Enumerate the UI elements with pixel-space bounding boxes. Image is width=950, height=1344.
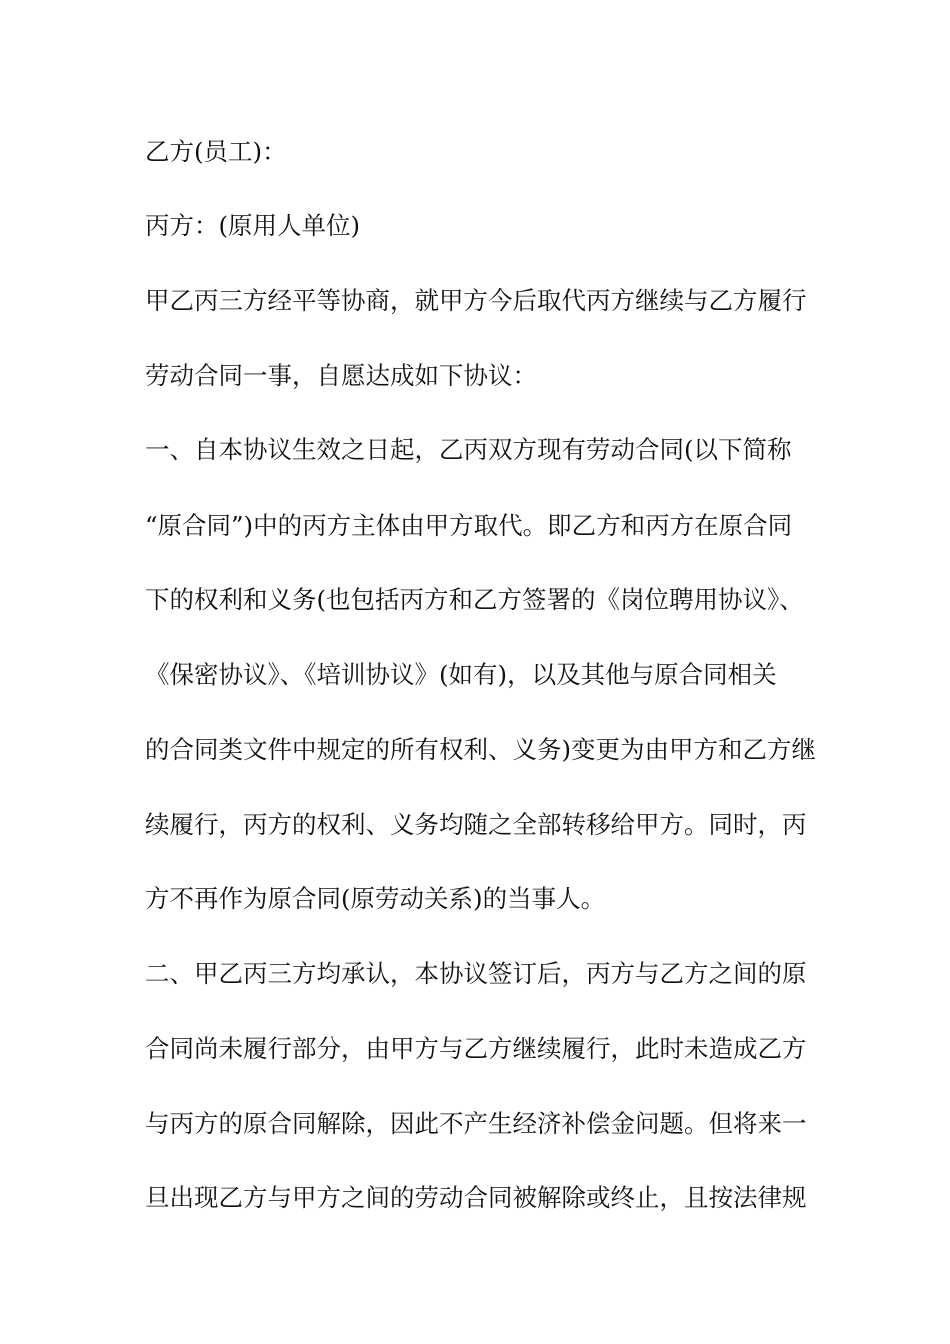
clause-2-line-2: 合同尚未履行部分，由甲方与乙方继续履行，此时未造成乙方 [145,1034,807,1063]
clause-2-line-4: 旦出现乙方与甲方之间的劳动合同被解除或终止，且按法律规 [145,1183,807,1212]
clause-1-line-7: 方不再作为原合同(原劳动关系)的当事人。 [145,884,606,913]
clause-1-line-5: 的合同类文件中规定的所有权利、义务)变更为由甲方和乙方继 [145,735,817,764]
clause-1-line-3: 下的权利和义务(也包括丙方和乙方签署的《岗位聘用协议》、 [145,585,804,614]
party-b-line: 乙方(员工)： [145,137,287,166]
intro-line-1: 甲乙丙三方经平等协商，就甲方今后取代丙方继续与乙方履行 [145,286,807,315]
clause-1-line-6: 续履行，丙方的权利、义务均随之全部转移给甲方。同时，丙 [145,810,807,839]
clause-1-line-2: “原合同”)中的丙方主体由甲方取代。即乙方和丙方在原合同 [145,511,793,540]
clause-1-line-1: 一、自本协议生效之日起，乙丙双方现有劳动合同(以下简称 [145,435,792,464]
clause-2-line-1: 二、甲乙丙三方均承认，本协议签订后，丙方与乙方之间的原 [145,959,807,988]
intro-line-2: 劳动合同一事，自愿达成如下协议： [145,361,537,390]
clause-2-line-3: 与丙方的原合同解除，因此不产生经济补偿金问题。但将来一 [145,1109,807,1138]
clause-1-line-4: 《保密协议》、《培训协议》(如有)，以及其他与原合同相关 [145,660,777,689]
party-c-line: 丙方：(原用人单位) [145,211,361,240]
